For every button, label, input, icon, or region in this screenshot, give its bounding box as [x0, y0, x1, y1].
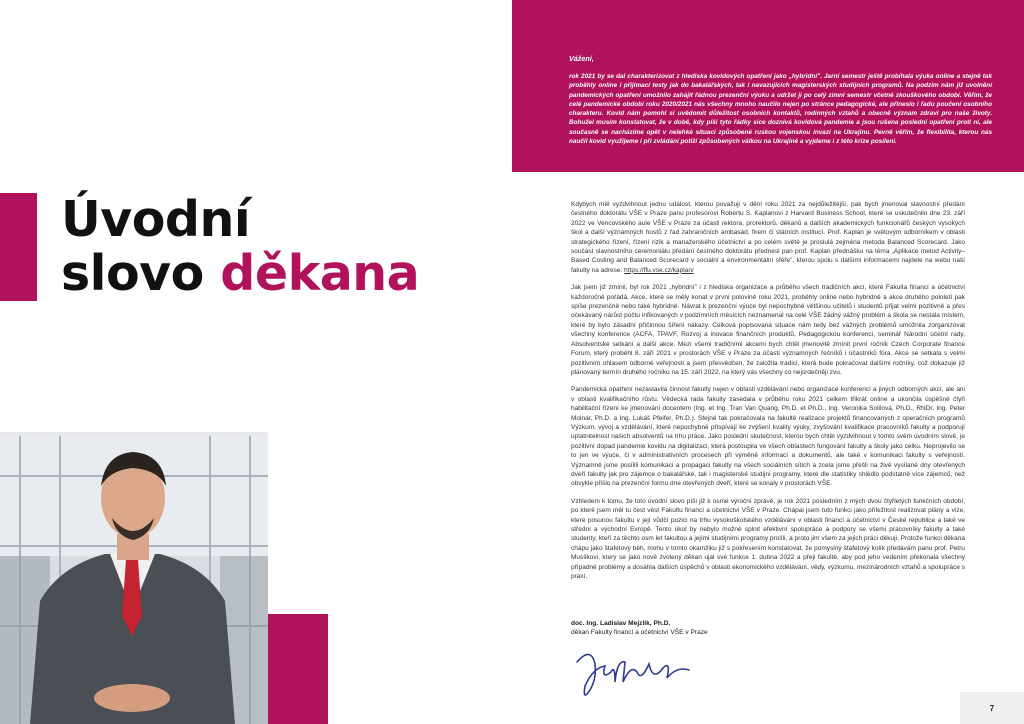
paragraph-2: Jak jsem již zmínil, byl rok 2021 „hybridní" i z hlediska organizace a průběhu všech tradičních akcí, které Fakulta financí a účetnictví každoročně pořádá. Akce, které se měly konat v první polovině roku 2021, proběhly online nebo hybridně a akce druhého pololetí pak spíše prezenčně nebo také hybridně. Návrat k prezenční výuce byl nepochybně většinou učitelů i studentů přijat velmi pozitivně a přes očekávaný nárůst počtu infikovaných v podzimních měsících neznamenal na celé VŠE žádný vážný problém a škola se nestala místem, které by bylo zásadní příčinnou šíření nákazy. Celková popisovaná situace nám tedy bez vážných problémů umožnila zorganizovat všechny konference (ACFA, TPAVF, Rozvoj a inovace finančních produktů, Pedagogickou konferenci, seminář Národní účetní rady, Absolventské setkání a další akce. Mezi všemi tradičními akcemi bych chtěl jmenovitě zmínit první ročník Czech Corporate finance Forum, který proběhl 8. září 2021 v prostorách VŠE v Praze za účasti významných řečníků i účastníků fóra. Akce se setkala s velmi pozitivním ohlasem odborné veřejnosti a jsem přesvědčen, že založila tradici, která bude pokračovat dalšími ročníky, což dokazuje již plánovaný termín druhého ročníku na 15. září 2022, na který vás všechny co nejsrdečněji zvu. — [571, 284, 965, 376]
title-line-2-plain: slovo — [61, 245, 221, 302]
page-number: 7 — [960, 692, 1024, 724]
title-line-2-accent: děkana — [220, 245, 420, 302]
intro-box — [512, 0, 1024, 172]
title-accent-bar — [0, 193, 37, 301]
intro-text: rok 2021 by se dal charakterizovat z hlediska kovidových opatření jako „hybridní". Jarní semestr ještě probíhala výuka online a stejně tak proběhly online i přijímací testy jak do bakalářských, tak i navazujících magisterských studijních programů. Na podzim nám již uvolnění pandemických opatření umožnilo zahájit řádnou prezenční výuku a udržet ji po celý zimní semestr včetně zkouškového období. Věřím, že celé pandemické období roku 2020/2021 nás všechny mnoho naučilo nejen po stránce pedagogické, ale přineslo i řadu poučení osobního charakteru. Kovid nám pomohl si uvědomit důležitost osobních kontaktů, rodinných vztahů a obecně význam zdraví pro naše životy. Bohužel musím konstatovat, že v době, kdy píši tyto řádky sice doznívá kovidová pandemie a jsou rušena poslední opatření proti ní, ale současně se nacházíme opět v nelehké situaci způsobené ruskou vojenskou invazí na Ukrajinu. Pevně věřím, že flexibilita, kterou nás naučil kovid využijeme i při zvládání potíží způsobených válkou na Ukrajině a vyjdeme i z této krize posíleni. — [569, 73, 992, 146]
page-title — [61, 193, 419, 301]
signature-name: doc. Ing. Ladislav Mejzlík, Ph.D. — [571, 620, 671, 627]
title-line-2 — [61, 247, 419, 301]
intro-greeting: Vážení, — [569, 54, 594, 63]
portrait-illustration — [0, 436, 268, 724]
body-text — [571, 200, 965, 589]
paragraph-1 — [571, 200, 965, 275]
photo-accent-block — [268, 614, 328, 724]
handwritten-signature — [571, 642, 701, 702]
paragraph-1-text: Kdybych měl vyzdvihnout jednu událost, kterou považuji v dění roku 2021 za nejdůležitější, pak bych jmenoval slavnostní předání čestného doktorátu VŠE v Praze panu profesorovi Robertu S. Kaplanovi z Harvard Business School, které se uskutečnilo dne 23. září 2022 ve Vencovského aule VŠE v Praze za účasti rektora, prorektorů, děkanů a dalších akademických funkcionářů českých vysokých škol a další významných hostů z řad zahraničních ambasád, firem či státních institucí. Prof. Kaplan je světovým odborníkem v oblasti strategického řízení, řízení rizik a manažerského účetnictví a po celém světě je proslulá zejména metoda Balanced Scorecard. Jako součást slavnostního ceremoniálu předání čestného doktorátu přednesl pan prof. Kaplan přednášku na téma „Aplikace metod Activity–Based Costing and Balanced Scorecard v sociální a environmentální sféře", kterou spolu s dalšími informacemi najdete na webu naší fakulty na adrese: — [571, 201, 965, 274]
paragraph-3: Pandemická opatření nezastavila činnost fakulty nejen v oblasti vzdělávání nebo organizace konferencí a jiných odborných akcí, ale ani v oblasti kvalifikačního růstu. Vědecká rada fakulty zasedala v průběhu roku 2021 celkem třikrát online a ukončila úspěšně čtyři habilitační řízení ke jmenování docentem (Ing. et Ing. Tran Van Quang, Ph.D. et Ph.D., Ing. Veronika Solilová, Ph.D., RNDr. Ing. Peter Molnár, Ph.D. a Ing. Lukáš Pfeifer, Ph.D.). Stejně tak pokračovala na fakultě realizace projektů financovaných z operačních programů Výzkum, vývoj a vzdělávání, které nepochybně přispívají ke zvýšení kvality výuky, zvyšování kvalifikace pracovníků fakulty a podporují uplatnitelnost našich absolventů na trhu práce. Jako poslední skutečnost, kterou bych chtěl vyzdvihnout v tomto svém úvodním slově, je pozitivní dopad pandemie kovidu na digitalizaci, která postoupila ve všech oblastech fungování fakulty a školy jako celku. Neprojevilo se to jen ve výuce, či v administrativních procesech při výměně informací a dokumentů, ale také v komunikaci fakulty s veřejností. Významně jsme posílili komunikaci a propagaci fakulty na všech sociálních sítích a zcela jsme přešli na živě vysílané dny otevřených dveří fakulty jak pro zájemce o bakalářské, tak i magisterské studijní programy, které dle statistiky shlédlo podstatně více zájemců, než obvykle přišlo na prezenční formu dne otevřených dveří, které se konaly v prostorách VŠE. — [571, 386, 965, 488]
dean-portrait-photo — [0, 436, 268, 724]
title-line-1: Úvodní — [61, 191, 251, 248]
signature-block — [571, 620, 708, 636]
kaplan-link[interactable]: https://ffu.vse.cz/kaplan/ — [624, 266, 694, 274]
signature-role: děkan Fakulty financí a účetnictví VŠE v Praze — [571, 629, 708, 636]
paragraph-4: Vzhledem k tomu, že toto úvodní slovo píši již k osmé výroční zprávě, je rok 2021 posledním z mých dvou čtyřletých funkčních období, po které jsem měl tu čest vést Fakultu financí a účetnictví VŠE v Praze. Chápal jsem tuto funkci jako příležitost realizovat plány a vize, které posunou fakultu v její vůdčí pozici na trhu vysokoškolského vzdělávání v oblasti financí a účetnictví v České republice a také ve střední a východní Evropě. Tento úkol by nebylo možné splnit efektivní spolupráce a podpory se všemi pracovníky fakulty a také studenty, kteří za těchto osm let fakultou a jejími studijními programy prošli, a proto jim všem za jejich práci děkuji. Protože funkci děkana chápu jako štafetový běh, mohu v tomto okamžiku již s pokřesením konstatovat, že pomyslný štafetový kolík předávám panu prof. Petru Musílkovi, který se jako nově zvolený děkan ujal své funkce 1. dubna 2022 a přeji fakultě, aby pod jeho vedením překonala všechny případné problémy a dosáhla dalších úspěchů v oblasti ekonomického vzdělávání, vědy, výzkumu, mezinárodních vztahů a spolupráce s praxí. — [571, 497, 965, 581]
